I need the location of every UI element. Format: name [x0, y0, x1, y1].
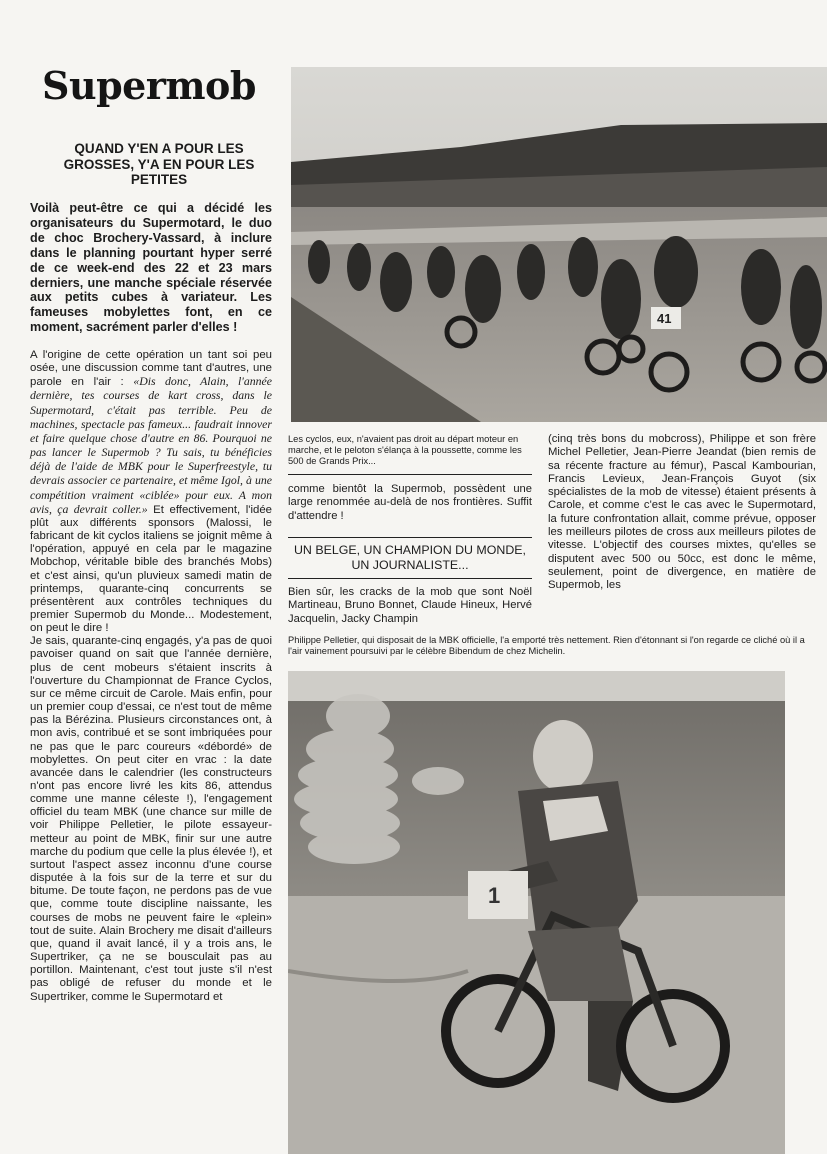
body-column-left — [30, 349, 272, 1004]
body-paragraph-1b: Et effectivement, l'idée plût aux différents sponsors (Malossi, le fabricant de kit cyclos italiens se joignit même à l'opération, appuyé en cela par le magazine Mobchop, véritable bible des branchés Mobs) et c'est ainsi, qu'un pluvieux samedi matin de printemps, quarante-cinq concurrents se présentèrent aux contrôles techniques du premier Supermob du Monde... Modestement, on peut le dire ! — [30, 503, 273, 635]
photo-caption-2: Philippe Pelletier, qui disposait de la MBK officielle, l'a emporté très nettement. Rien d'étonnant si l'on regarde ce cliché où il a l'air vainement poursuivi par le célèbre Bibendum de chez Michelin. — [288, 635, 805, 657]
divider — [288, 578, 532, 579]
rider-photo — [288, 671, 785, 1154]
race-start-photo — [291, 67, 827, 422]
body-column-right: (cinq très bons du mobcross), Philippe et son frère Michel Pelletier, Jean-Pierre Jeandat (bien remis de sa récente fracture au fémur), Pascal Kambourian, Francis Levieux, Jean-François Guyot (six spécialistes de la mob de vitesse) étaient présents à Carole, et comme c'est le cas avec le Supermotard, la future confrontation allait, comme prévue, opposer les meilleurs pilotes de cross aux meilleurs pilotes de vitesse. L'objectif des courses mixtes, qu'elles se disputent avec 500 ou 50cc, est donc le même, seulement, point de divergence, en matière de Supermob, les — [548, 433, 816, 592]
section-subhead: UN BELGE, UN CHAMPION DU MONDE, UN JOURNALISTE... — [293, 543, 526, 572]
body-paragraph-2: Je sais, quarante-cinq engagés, y'a pas de quoi pavoiser quand on sait que l'année dernière, plus de cent mobeurs s'étaient inscrits à l'ouverture du Championnat de France Cyclos, sur ce même circuit de Carole. Mais enfin, pour un premier coup d'essai, ce n'est tout de même pas la Bérézina. Plusieurs circonstances ont, à mon avis, contribué et se sont imbriquées pour ne pas que le parc coureurs «débordé» de mobylettes. On peut citer en vrac : la date avancée dans le calendrier (les constructeurs n'ont pas encore livré les kits 86, attendus comme une manne céleste !), l'engagement officiel du team MBK (une chance sur mille de voir Philippe Pelletier, le pilote essayeur-metteur au point de MBK, finir sur une autre marche du podium que celle la plus élevée !), et surtout l'aspect assez inconnu d'une course disputée à la fois sur de la terre et sur du bitume. De toute façon, ne perdons pas de vue que, comme toute discipline naissante, les courses de mobs ne peuvent faire le «plein» tout de suite. Alain Brochery me disait d'ailleurs que, quand il avait lancé, il y a trois ans, le Supertriker, ça ne se bousculait pas au portillon. Maintenant, c'est tout juste s'il n'est pas obligé de refuser du monde et le Supertriker, comme le Supermotard et — [30, 635, 272, 1003]
article-title: Supermob — [42, 63, 256, 108]
race-number-plate: 41 — [657, 311, 672, 326]
body-paragraph-1a: A l'origine de cette opération un tant soi peu osée, une discussion comme tant d'autres, une parole en l'air : — [30, 349, 272, 389]
body-column-middle-2: Bien sûr, les cracks de la mob que sont Noël Martineau, Bruno Bonnet, Claude Hineux, Hervé Jacquelin, Jacky Champin — [288, 586, 532, 625]
body-quote: «Dis donc, Alain, l'année dernière, tes courses de kart cross, dans le Supermotard, c'était pas terrible. Peu de machines, spectacle pas fameux... faudrait innover et faire quelque chose d'autre en 86. Pourquoi ne pas lancer le Supermob ? Tu sais, tu bénéficies déjà de l'aide de MBK pour le Superfreestyle, tu devrais associer ce partenaire, et même Igol, à une compétition vraiment «ciblée» pour eux. A mon avis, ça devrait coller.» — [30, 374, 272, 516]
body-column-middle: comme bientôt la Supermob, possèdent une large renommée au-delà de nos frontières. Suffit d'attendre ! — [288, 483, 532, 522]
article-subhead: QUAND Y'EN A POUR LES GROSSES, Y'A EN POUR LES PETITES — [63, 141, 255, 187]
race-number-plate: 1 — [488, 883, 501, 908]
article-lead: Voilà peut-être ce qui a décidé les organisateurs du Supermotard, le duo de choc Brochery-Vassard, à inclure dans le planning pourtant hyper serré de ce week-end des 22 et 23 mars derniers, une manche spéciale réservée aux petits cubes à variateur. Les fameuses mobylettes font, en ce moment, sacrément parler d'elles ! — [30, 201, 272, 335]
divider — [288, 474, 532, 475]
photo-caption-1: Les cyclos, eux, n'avaient pas droit au départ moteur en marche, et le peloton s'élança à la poussette, comme les 500 de Grands Prix... — [288, 434, 522, 467]
divider — [288, 537, 532, 538]
